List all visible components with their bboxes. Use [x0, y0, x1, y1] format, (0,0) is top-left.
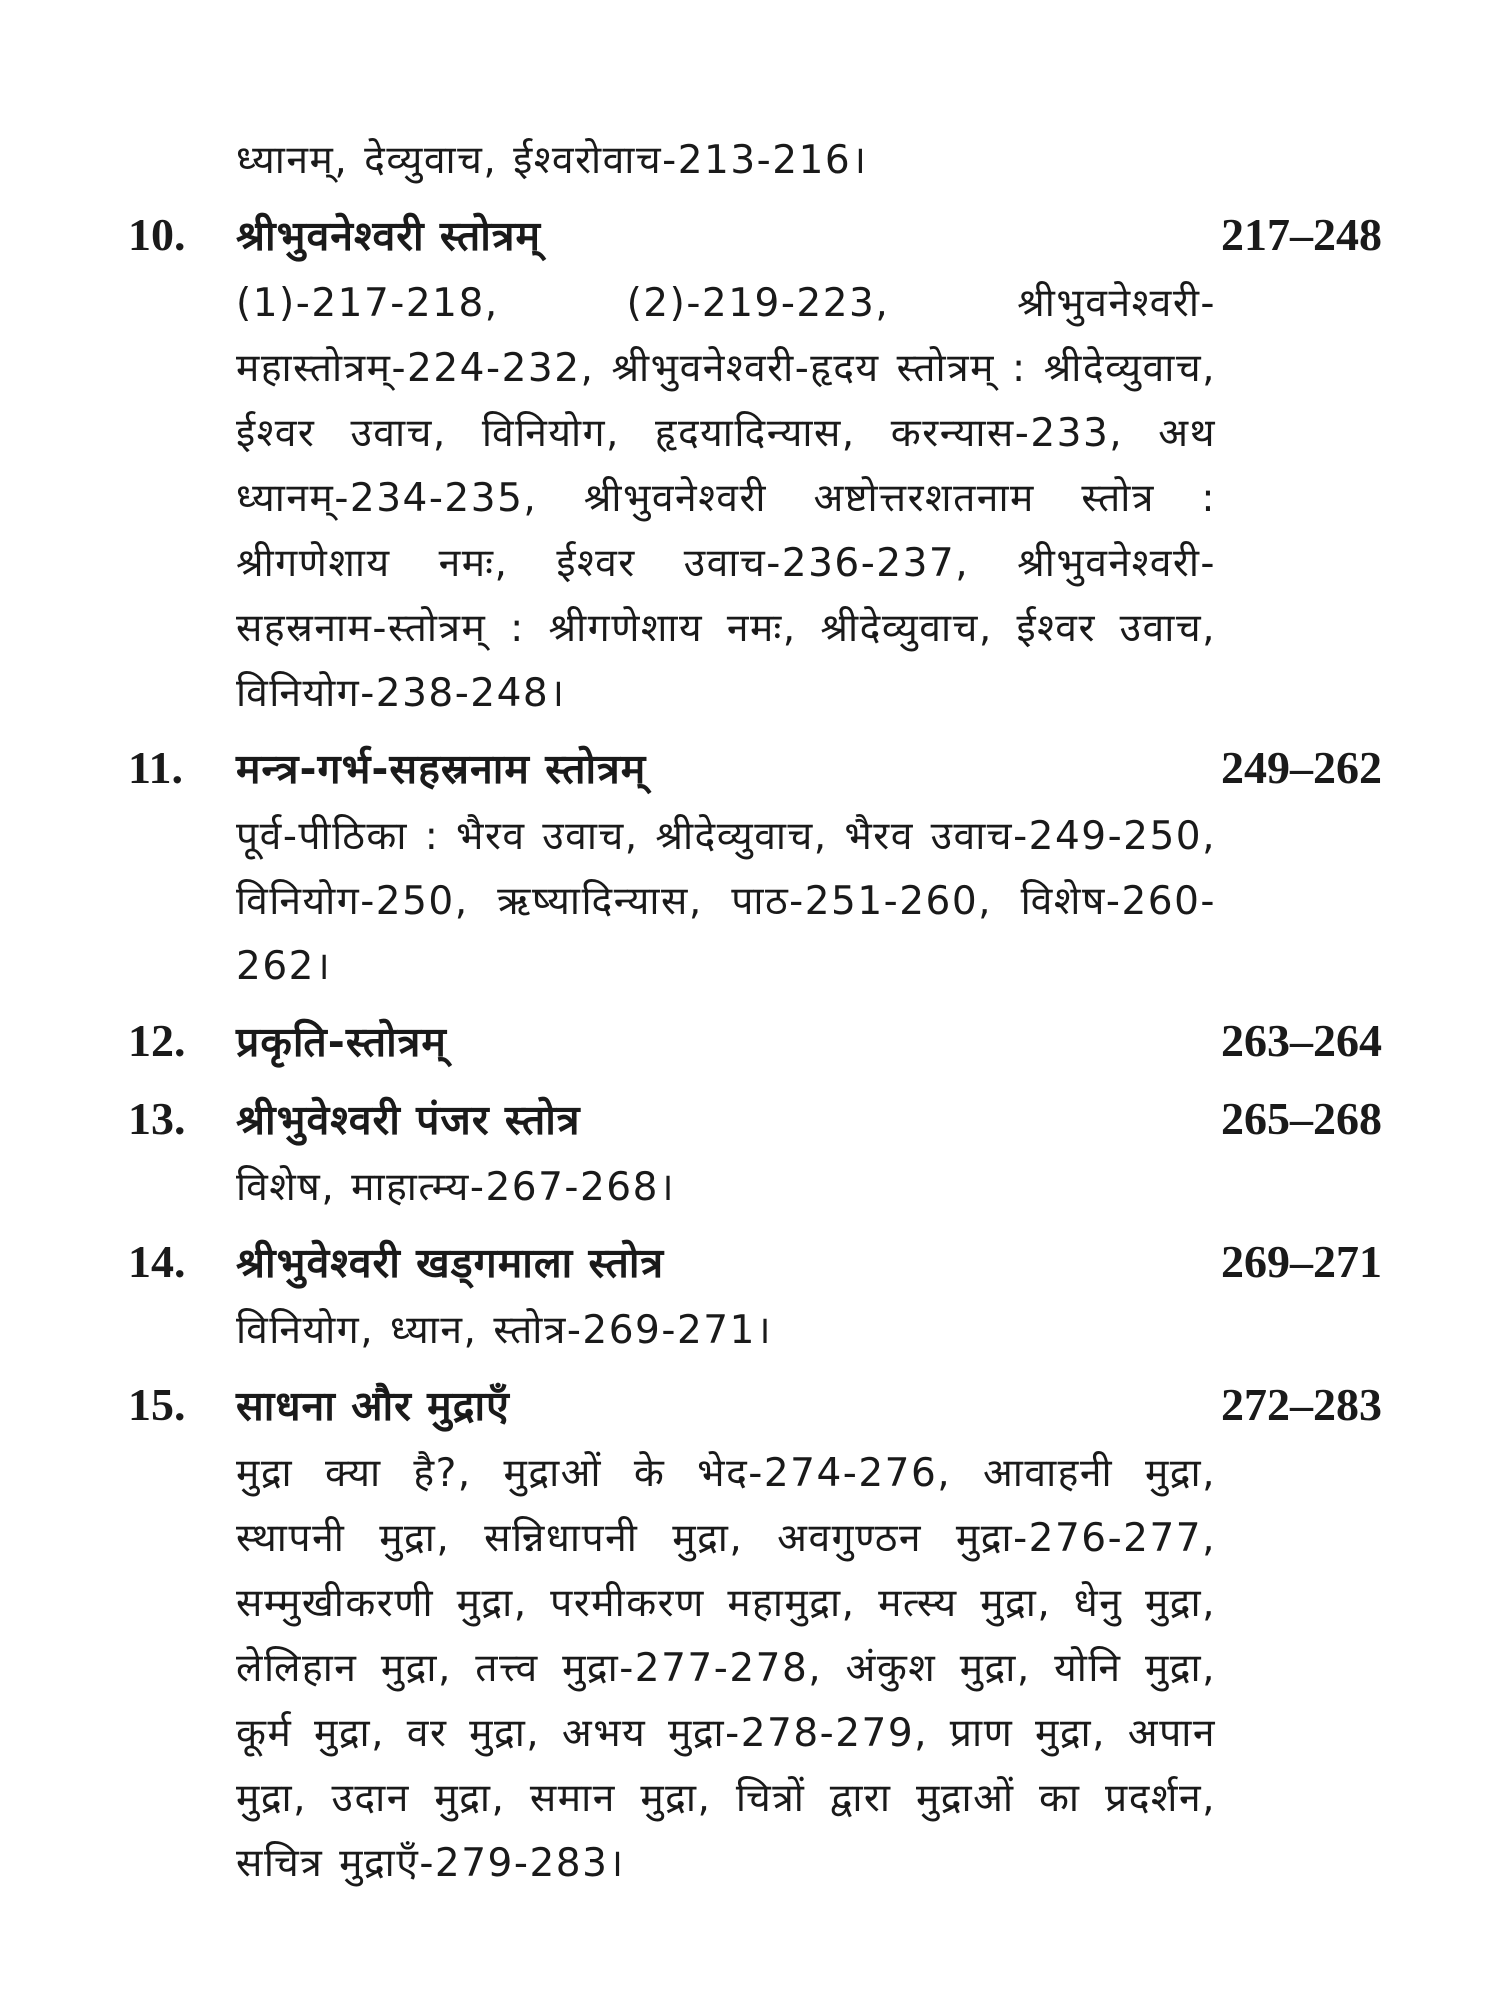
- lead-description: ध्यानम्, देव्युवाच, ईश्वरोवाच-213-216।: [236, 138, 868, 183]
- entry-page-range: 249–262: [1221, 742, 1382, 793]
- entry-title: साधना और मुद्राएँ: [236, 1382, 510, 1430]
- toc-entry-15: [128, 1369, 1382, 1896]
- entry-title: श्रीभुवेश्वरी खड्गमाला स्तोत्र: [236, 1239, 665, 1287]
- entry-description: पूर्व-पीठिका : भैरव उवाच, श्रीदेव्युवाच, भैरव उवाच-249-250, विनियोग-250, ऋष्यादिन्यास, पाठ-251-260, विशेष-260-262।: [236, 814, 1216, 989]
- entry-title: प्रकृति-स्तोत्रम्: [236, 1018, 447, 1066]
- entry-heading: [128, 1083, 1382, 1155]
- toc-entry-12: [128, 1005, 1382, 1077]
- entry-page-range: 263–264: [1221, 1015, 1382, 1066]
- entry-heading: [128, 1369, 1382, 1441]
- toc-entry-10: [128, 199, 1382, 726]
- entry-description: (1)-217-218, (2)-219-223, श्रीभुवनेश्वरी-महास्तोत्रम्-224-232, श्रीभुवनेश्वरी-हृदय स्तोत्रम् : श्रीदेव्युवाच, ईश्वर उवाच, विनियोग, हृदयादिन्यास, करन्यास-233, अथ ध्यानम्-234-235, श्रीभुवनेश्वरी अष्टोत्तरशतनाम स्तोत्र : श्रीगणेशाय नमः, ईश्वर उवाच-236-237, श्रीभुवनेश्वरी-सहस्रनाम-स्तोत्रम् : श्रीगणेशाय नमः, श्रीदेव्युवाच, ईश्वर उवाच, विनियोग-238-248।: [236, 281, 1216, 716]
- entry-number: 15.: [128, 1379, 186, 1430]
- entry-page-range: 217–248: [1221, 209, 1382, 260]
- entry-title: श्रीभुवनेश्वरी स्तोत्रम्: [236, 212, 541, 260]
- entry-number: 13.: [128, 1093, 186, 1144]
- entry-page-range: 265–268: [1221, 1093, 1382, 1144]
- entry-heading: [128, 199, 1382, 271]
- entry-number: 14.: [128, 1236, 186, 1287]
- entry-number: 11.: [128, 742, 183, 793]
- toc-entry-14: [128, 1226, 1382, 1363]
- entry-page-range: 269–271: [1221, 1236, 1382, 1287]
- entry-heading: [128, 1005, 1382, 1077]
- entry-title: श्रीभुवेश्वरी पंजर स्तोत्र: [236, 1096, 581, 1144]
- entry-number: 10.: [128, 209, 186, 260]
- entry-heading: [128, 1226, 1382, 1298]
- entry-title: मन्त्र-गर्भ-सहस्रनाम स्तोत्रम्: [236, 745, 647, 793]
- toc-entry-13: [128, 1083, 1382, 1220]
- entry-page-range: 272–283: [1221, 1379, 1382, 1430]
- entry-description: विनियोग, ध्यान, स्तोत्र-269-271।: [236, 1308, 773, 1353]
- entry-description: विशेष, माहात्म्य-267-268।: [236, 1165, 676, 1210]
- entry-number: 12.: [128, 1015, 186, 1066]
- entry-heading: [128, 732, 1382, 804]
- toc-entry-11: [128, 732, 1382, 999]
- entry-description: मुद्रा क्या है?, मुद्राओं के भेद-274-276, आवाहनी मुद्रा, स्थापनी मुद्रा, सन्निधापनी मुद्रा, अवगुण्ठन मुद्रा-276-277, सम्मुखीकरणी मुद्रा, परमीकरण महामुद्रा, मत्स्य मुद्रा, धेनु मुद्रा, लेलिहान मुद्रा, तत्त्व मुद्रा-277-278, अंकुश मुद्रा, योनि मुद्रा, कूर्म मुद्रा, वर मुद्रा, अभय मुद्रा-278-279, प्राण मुद्रा, अपान मुद्रा, उदान मुद्रा, समान मुद्रा, चित्रों द्वारा मुद्राओं का प्रदर्शन, सचित्र मुद्राएँ-279-283।: [236, 1451, 1216, 1886]
